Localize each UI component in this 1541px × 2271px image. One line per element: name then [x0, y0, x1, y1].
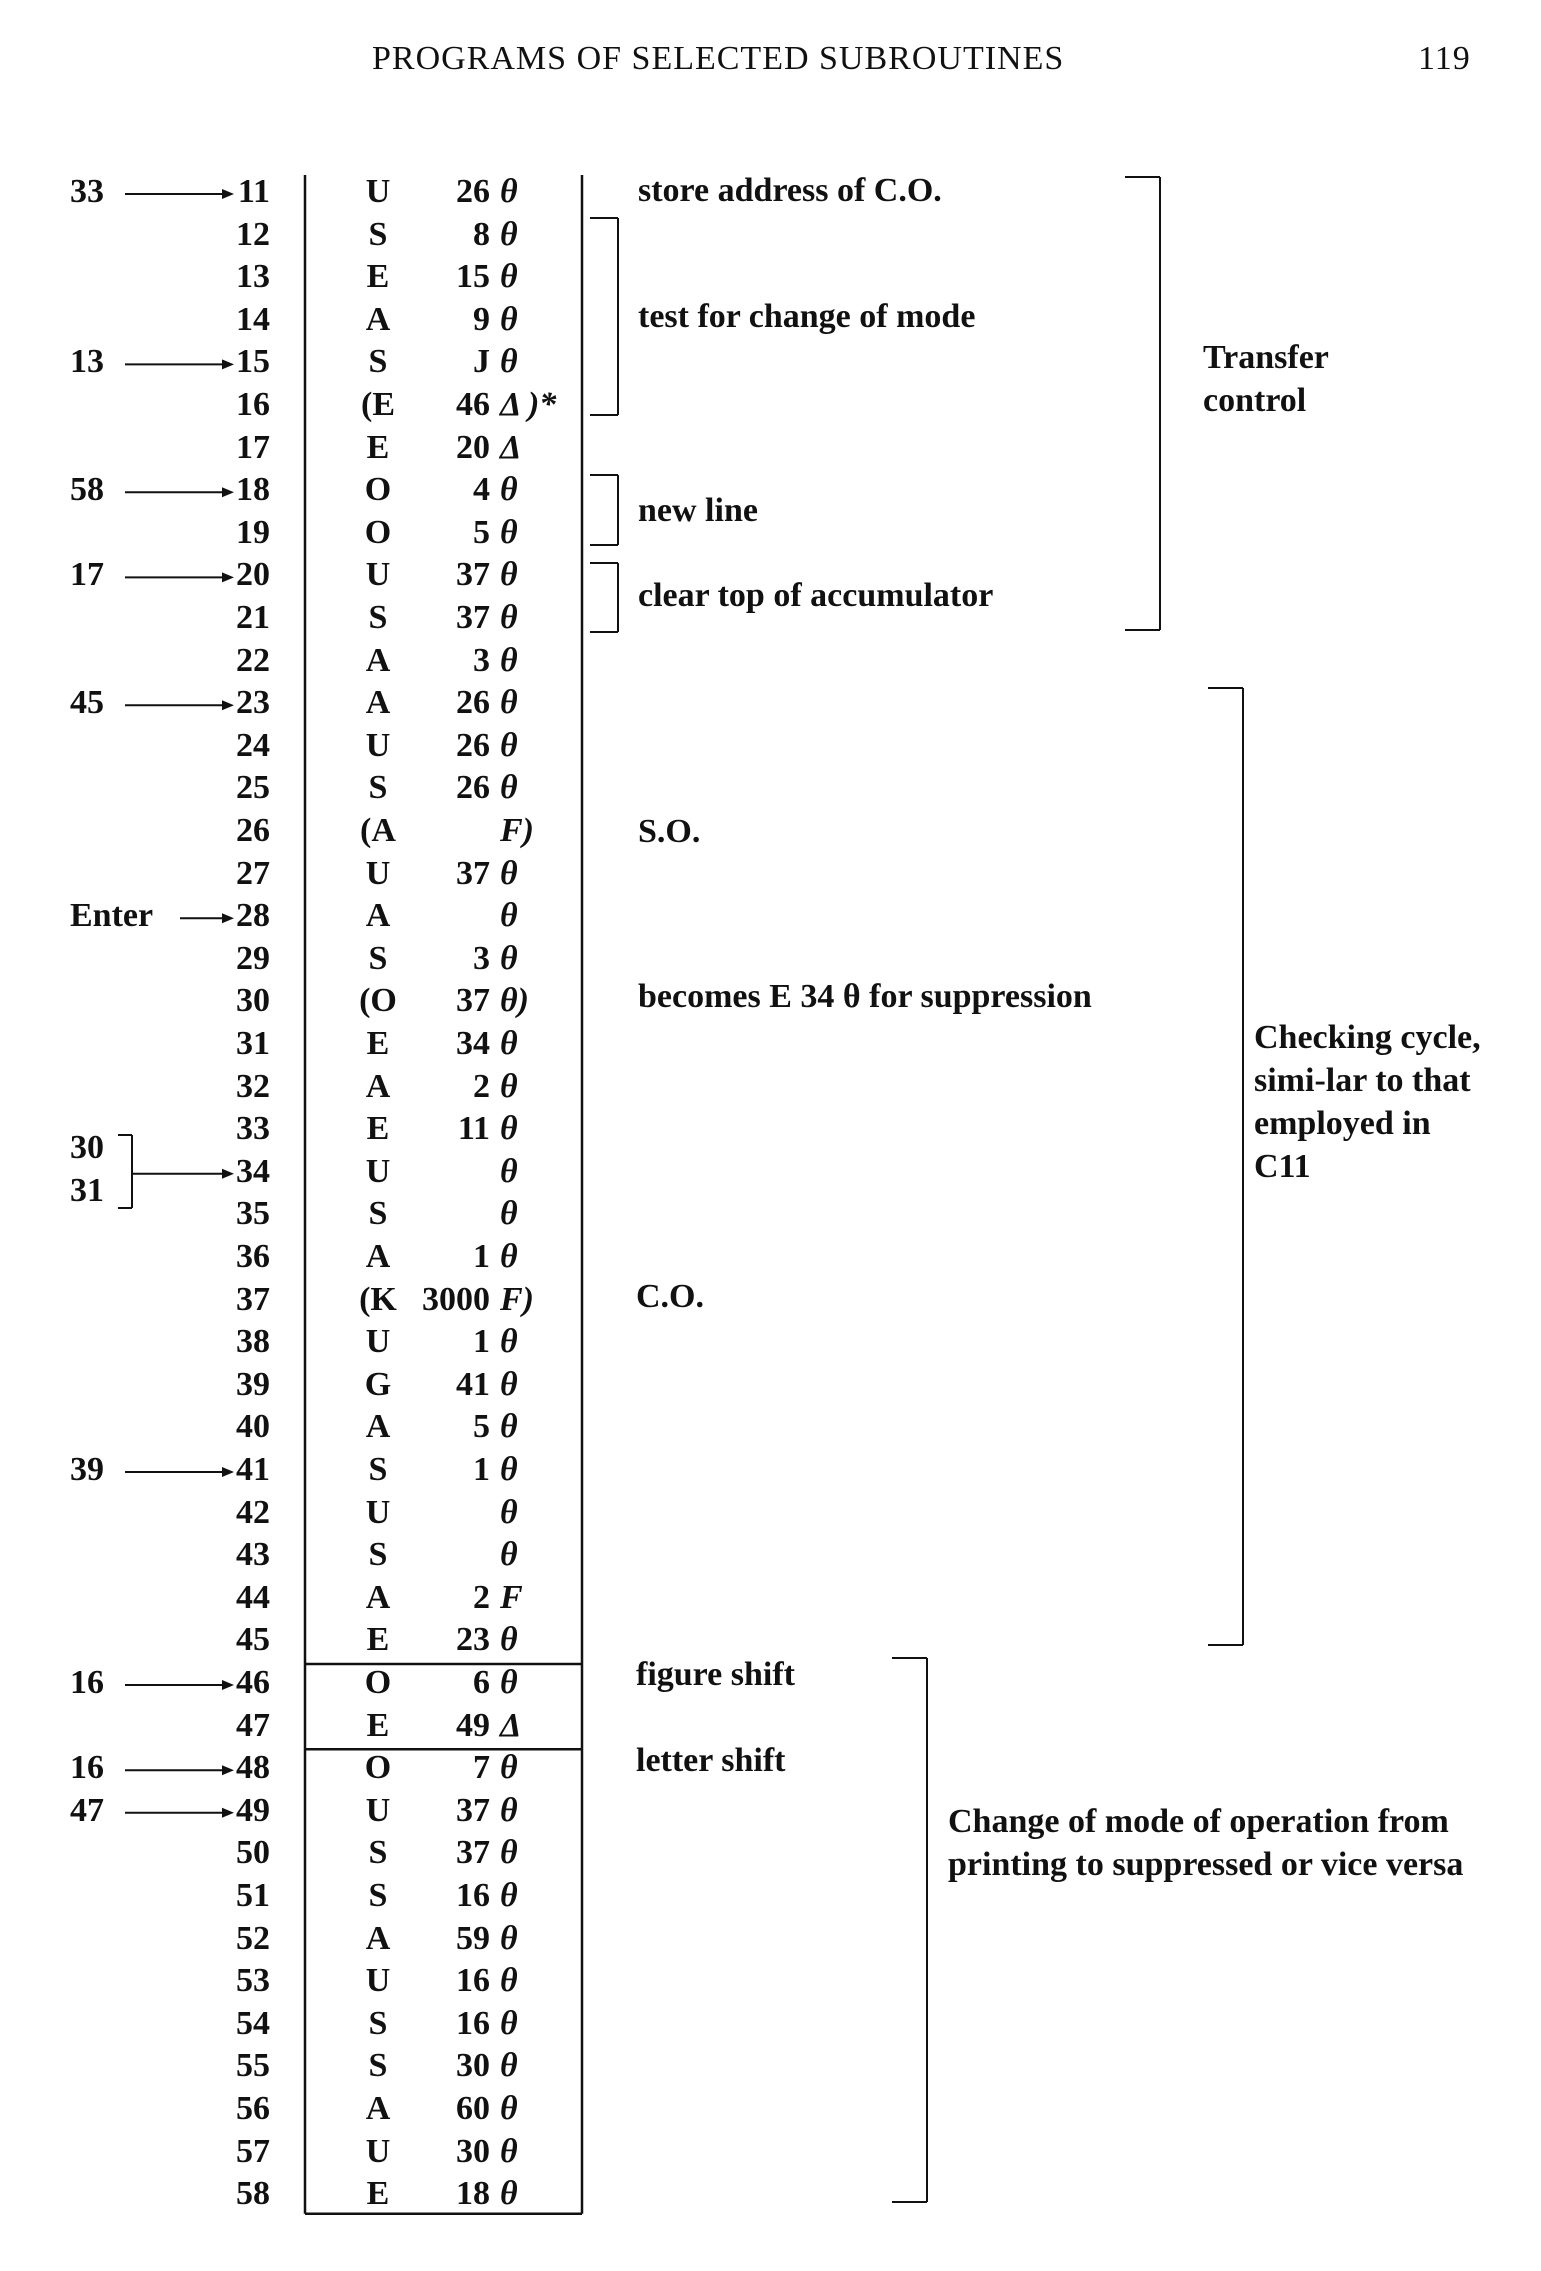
row-opcode: S: [368, 343, 388, 381]
row-opcode: (K: [359, 1280, 397, 1318]
row-number: 37: [456, 1791, 490, 1829]
row-suffix: θ: [500, 2132, 518, 2170]
row-address: 25: [236, 769, 270, 807]
row-number: 37: [456, 599, 490, 636]
row-number: 37: [456, 854, 490, 892]
page-number: 119: [1418, 40, 1471, 77]
row-number: 37: [456, 982, 490, 1020]
row-address: 16: [236, 386, 270, 423]
row-suffix: θ: [500, 258, 518, 296]
group-transfer-control: Transfer control: [1203, 339, 1329, 419]
row-suffix: θ: [500, 1962, 518, 2000]
row-suffix: θ: [500, 1621, 518, 1659]
row-number: 26: [456, 684, 490, 722]
reference-arrow-head: [222, 487, 234, 497]
row-address: 14: [236, 300, 270, 338]
row-suffix: θ: [500, 1408, 518, 1446]
row-address: 56: [236, 2090, 270, 2127]
row-number: 2: [473, 1578, 490, 1616]
row-suffix: θ: [500, 599, 518, 636]
row-suffix: θ): [500, 982, 529, 1020]
reference-arrow-head: [222, 359, 234, 369]
row-opcode: S: [368, 2047, 388, 2085]
row-address: 18: [236, 471, 270, 509]
row-number: 11: [457, 1110, 490, 1148]
row-suffix: θ: [500, 1664, 518, 1701]
comment-new-line: new line: [638, 492, 758, 529]
reference-arrow-head: [222, 1467, 234, 1477]
comment-so: S.O.: [638, 813, 701, 850]
row-address: 35: [236, 1195, 270, 1233]
row-suffix: θ: [500, 1238, 518, 1275]
row-address: 15: [236, 343, 270, 381]
row-address: 39: [236, 1365, 270, 1403]
row-opcode: (E: [361, 386, 395, 423]
row-address: 55: [236, 2047, 270, 2085]
bracket-ref-31: 31: [70, 1172, 104, 1209]
row-opcode: E: [366, 2175, 390, 2213]
row-opcode: U: [365, 556, 391, 594]
reference-arrow-head: [222, 189, 234, 199]
row-address: 34: [236, 1152, 270, 1190]
row-suffix: θ: [500, 2090, 518, 2127]
comment-test-change-mode: test for change of mode: [638, 298, 976, 335]
row-suffix: θ: [500, 343, 518, 381]
row-suffix: θ: [500, 726, 518, 764]
reference-arrow-head: [222, 1808, 234, 1818]
row-suffix: θ: [500, 1067, 518, 1105]
row-address: 53: [236, 1962, 270, 2000]
row-opcode: U: [365, 1152, 391, 1190]
row-address: 43: [236, 1536, 270, 1574]
row-address: 19: [236, 513, 270, 551]
row-suffix: Δ: [500, 1706, 522, 1744]
comment-suppression: becomes E 34 θ for suppression: [638, 978, 1092, 1015]
row-suffix: θ: [500, 1110, 518, 1148]
row-reference: 13: [70, 343, 104, 381]
row-number: 30: [456, 2047, 490, 2085]
row-opcode: A: [365, 1919, 391, 1957]
row-number: 18: [456, 2175, 490, 2213]
row-opcode: E: [366, 428, 390, 466]
row-number: 34: [456, 1025, 490, 1062]
row-opcode: (O: [359, 982, 397, 1020]
row-suffix: F): [500, 1280, 534, 1318]
row-address: 50: [236, 1834, 270, 1872]
row-reference: 39: [70, 1451, 104, 1488]
row-number: 30: [456, 2132, 490, 2170]
row-address: 24: [236, 726, 270, 764]
row-suffix: θ: [500, 513, 518, 551]
row-number: 8: [473, 215, 490, 253]
row-opcode: A: [365, 1578, 391, 1616]
row-suffix: F: [500, 1578, 523, 1616]
row-number: 1: [473, 1238, 490, 1275]
row-suffix: θ: [500, 1749, 518, 1787]
row-number: 3: [473, 939, 490, 977]
row-reference: Enter: [70, 897, 154, 935]
row-address: 12: [236, 215, 270, 253]
row-suffix: θ: [500, 769, 518, 807]
row-suffix: θ: [500, 1877, 518, 1914]
row-number: 7: [473, 1749, 490, 1787]
row-suffix: θ: [500, 1451, 518, 1488]
row-opcode: S: [368, 939, 388, 977]
row-address: 11: [237, 173, 270, 210]
row-opcode: A: [365, 1238, 391, 1275]
row-number: 46: [456, 386, 490, 423]
row-opcode: E: [366, 1110, 390, 1148]
comment-letter-shift: letter shift: [636, 1742, 786, 1779]
row-number: 16: [456, 1962, 490, 2000]
row-opcode: S: [368, 769, 388, 807]
row-address: 37: [236, 1280, 270, 1318]
row-number: 59: [456, 1919, 490, 1957]
reference-arrow-head: [222, 572, 234, 582]
row-number: 16: [456, 2004, 490, 2042]
row-opcode: A: [365, 2090, 391, 2127]
row-suffix: θ: [500, 684, 518, 722]
row-opcode: A: [365, 1408, 391, 1446]
row-address: 21: [236, 599, 270, 636]
row-number: 9: [473, 300, 490, 338]
row-number: 49: [456, 1706, 490, 1744]
row-suffix: θ: [500, 939, 518, 977]
row-opcode: O: [364, 513, 392, 551]
row-opcode: E: [366, 258, 390, 296]
row-number: J: [473, 343, 490, 381]
reference-arrow-head: [222, 1765, 234, 1775]
row-suffix: θ: [500, 1493, 518, 1531]
row-opcode: A: [365, 300, 391, 338]
row-suffix: θ: [500, 1834, 518, 1872]
row-address: 26: [236, 812, 270, 849]
row-address: 22: [236, 641, 270, 679]
row-address: 58: [236, 2175, 270, 2213]
row-number: 26: [456, 726, 490, 764]
row-suffix: θ: [500, 215, 518, 253]
ref-bracket-arrow-head: [222, 1169, 234, 1179]
row-address: 27: [236, 854, 270, 892]
row-reference: 33: [70, 173, 104, 210]
row-suffix: θ: [500, 2004, 518, 2042]
row-reference: 47: [70, 1791, 104, 1829]
row-opcode: S: [368, 1877, 388, 1914]
row-address: 33: [236, 1110, 270, 1148]
row-opcode: U: [365, 173, 391, 210]
row-suffix: θ: [500, 1919, 518, 1957]
row-number: 3000: [422, 1280, 490, 1318]
group-checking-cycle: Checking cycle, simi-lar to that employed in C11: [1254, 1019, 1481, 1185]
row-number: 3: [473, 641, 490, 679]
row-number: 16: [456, 1877, 490, 1914]
row-opcode: A: [365, 684, 391, 722]
row-opcode: S: [368, 1195, 388, 1233]
row-reference: 16: [70, 1664, 104, 1701]
row-suffix: θ: [500, 897, 518, 935]
row-number: 37: [456, 1834, 490, 1872]
row-opcode: S: [368, 215, 388, 253]
row-reference: 17: [70, 556, 104, 594]
comment-co: C.O.: [636, 1278, 704, 1315]
row-opcode: U: [365, 1962, 391, 2000]
row-suffix: θ: [500, 1195, 518, 1233]
row-address: 47: [236, 1706, 270, 1744]
row-suffix: θ: [500, 854, 518, 892]
row-number: 5: [473, 1408, 490, 1446]
row-suffix: Δ )*: [500, 386, 557, 423]
row-opcode: U: [365, 1323, 391, 1361]
row-opcode: S: [368, 1536, 388, 1574]
row-address: 20: [236, 556, 270, 594]
row-suffix: θ: [500, 1536, 518, 1574]
row-number: 23: [456, 1621, 490, 1659]
row-address: 52: [236, 1919, 270, 1957]
row-suffix: θ: [500, 556, 518, 594]
row-number: 37: [456, 556, 490, 594]
row-opcode: O: [364, 1664, 392, 1701]
row-opcode: U: [365, 1791, 391, 1829]
row-opcode: O: [364, 471, 392, 509]
row-address: 30: [236, 982, 270, 1020]
row-address: 32: [236, 1067, 270, 1105]
row-opcode: A: [365, 641, 391, 679]
row-opcode: U: [365, 1493, 391, 1531]
row-opcode: A: [365, 1067, 391, 1105]
group-change-of-mode: Change of mode of operation from printing to suppressed or vice versa: [948, 1803, 1464, 1883]
row-address: 54: [236, 2004, 270, 2042]
row-suffix: θ: [500, 2047, 518, 2085]
row-suffix: F): [500, 812, 534, 849]
row-number: 1: [473, 1451, 490, 1488]
comment-figure-shift: figure shift: [636, 1656, 795, 1693]
row-opcode: U: [365, 2132, 391, 2170]
row-opcode: O: [364, 1749, 392, 1787]
row-opcode: (A: [360, 812, 396, 849]
row-address: 46: [236, 1664, 270, 1701]
row-number: 20: [456, 428, 490, 466]
row-number: 1: [473, 1323, 490, 1361]
row-opcode: G: [364, 1365, 392, 1403]
row-number: 6: [473, 1664, 490, 1701]
row-address: 13: [236, 258, 270, 296]
row-number: 60: [456, 2090, 490, 2127]
row-opcode: A: [365, 897, 391, 935]
row-suffix: θ: [500, 300, 518, 338]
row-number: 41: [456, 1365, 490, 1403]
comment-clear-accumulator: clear top of accumulator: [638, 577, 994, 614]
row-number: 15: [456, 258, 490, 296]
row-address: 40: [236, 1408, 270, 1446]
row-opcode: E: [366, 1706, 390, 1744]
row-opcode: S: [368, 2004, 388, 2042]
row-address: 44: [236, 1578, 270, 1616]
page-title: PROGRAMS OF SELECTED SUBROUTINES: [372, 40, 1065, 77]
row-address: 57: [236, 2132, 270, 2170]
row-opcode: U: [365, 854, 391, 892]
row-suffix: Δ: [500, 428, 522, 466]
row-reference: 45: [70, 684, 104, 722]
row-address: 45: [236, 1621, 270, 1659]
row-opcode: E: [366, 1621, 390, 1659]
row-number: 26: [456, 769, 490, 807]
row-opcode: E: [366, 1025, 390, 1062]
row-address: 23: [236, 684, 270, 722]
row-address: 28: [236, 897, 270, 935]
row-opcode: S: [368, 599, 388, 636]
row-number: 5: [473, 513, 490, 551]
row-suffix: θ: [500, 1025, 518, 1062]
row-address: 49: [236, 1791, 270, 1829]
bracket-ref-30: 30: [70, 1129, 104, 1166]
row-suffix: θ: [500, 471, 518, 509]
row-suffix: θ: [500, 2175, 518, 2213]
row-opcode: S: [368, 1451, 388, 1488]
row-address: 29: [236, 939, 270, 977]
row-suffix: θ: [500, 1152, 518, 1190]
row-address: 48: [236, 1749, 270, 1787]
row-address: 42: [236, 1493, 270, 1531]
row-number: 2: [473, 1067, 490, 1105]
row-suffix: θ: [500, 641, 518, 679]
row-suffix: θ: [500, 1791, 518, 1829]
row-reference: 16: [70, 1749, 104, 1787]
row-opcode: S: [368, 1834, 388, 1872]
row-suffix: θ: [500, 1365, 518, 1403]
row-address: 51: [236, 1877, 270, 1914]
row-address: 38: [236, 1323, 270, 1361]
row-number: 26: [456, 173, 490, 210]
row-address: 41: [236, 1451, 270, 1488]
row-reference: 58: [70, 471, 104, 509]
comment-store-address: store address of C.O.: [638, 172, 942, 209]
reference-arrow-head: [222, 913, 234, 923]
row-suffix: θ: [500, 173, 518, 210]
row-address: 31: [236, 1025, 270, 1062]
row-suffix: θ: [500, 1323, 518, 1361]
reference-arrow-head: [222, 700, 234, 710]
row-address: 36: [236, 1238, 270, 1275]
row-number: 4: [473, 471, 490, 509]
reference-arrow-head: [222, 1680, 234, 1690]
row-address: 17: [236, 428, 270, 466]
row-opcode: U: [365, 726, 391, 764]
